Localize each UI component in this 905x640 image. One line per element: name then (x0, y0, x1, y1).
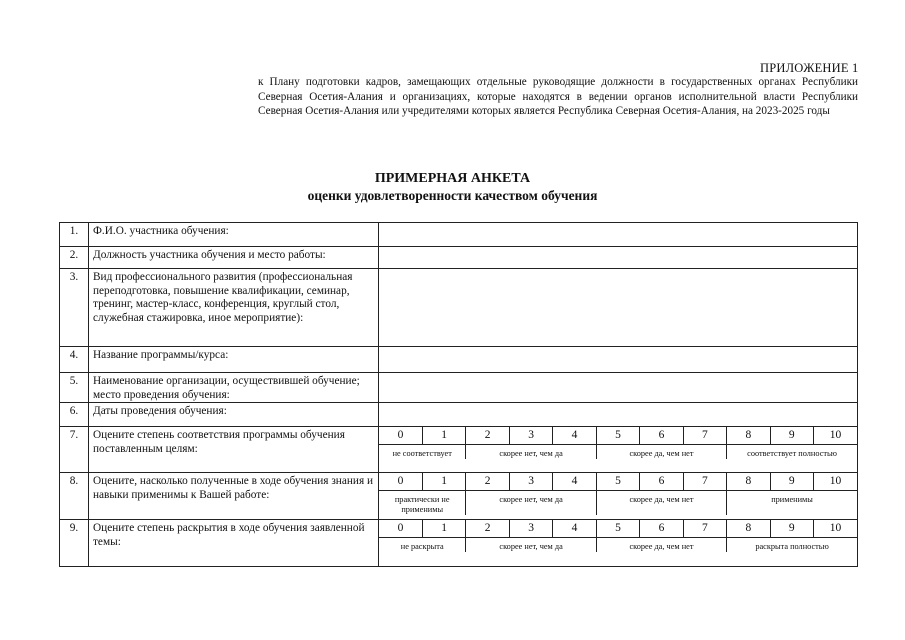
rating-option[interactable]: 0 (379, 473, 422, 491)
scale-caption: не раскрыта (379, 538, 466, 553)
row-number: 5. (60, 373, 89, 403)
scale-caption: скорее да, чем нет (596, 445, 726, 460)
row-number: 4. (60, 347, 89, 373)
questionnaire-table (59, 222, 858, 567)
scale-caption: практически не применимы (379, 491, 466, 516)
rating-option[interactable]: 0 (379, 427, 422, 445)
rating-option[interactable]: 3 (509, 520, 552, 538)
answer-field-position[interactable] (379, 247, 858, 269)
answer-field-full-name[interactable] (379, 223, 858, 247)
row-label: Должность участника обучения и место работы: (89, 247, 379, 269)
rating-row (60, 427, 858, 473)
row-label: Оцените, насколько полученные в ходе обучения знания и навыки применимы к Вашей работе: (89, 473, 379, 520)
rating-option[interactable]: 5 (596, 520, 639, 538)
answer-field-dates[interactable] (379, 403, 858, 427)
rating-option[interactable]: 2 (466, 520, 509, 538)
rating-option[interactable]: 9 (770, 520, 813, 538)
rating-option[interactable]: 4 (553, 473, 596, 491)
form-subtitle: оценки удовлетворенности качеством обучения (307, 188, 598, 203)
rating-option[interactable]: 2 (466, 427, 509, 445)
rating-option[interactable]: 10 (814, 427, 857, 445)
rating-option[interactable]: 9 (770, 473, 813, 491)
rating-option[interactable]: 9 (770, 427, 813, 445)
rating-option[interactable]: 8 (727, 520, 770, 538)
rating-option[interactable]: 10 (814, 520, 857, 538)
row-label: Наименование организации, осуществившей обучение; место проведения обучения: (89, 373, 379, 403)
rating-option[interactable]: 1 (422, 473, 465, 491)
rating-option[interactable]: 6 (640, 427, 683, 445)
row-number: 6. (60, 403, 89, 427)
rating-scale (379, 427, 858, 473)
rating-option[interactable]: 1 (422, 427, 465, 445)
rating-option[interactable]: 3 (509, 427, 552, 445)
question-row (60, 373, 858, 403)
answer-field-organization[interactable] (379, 373, 858, 403)
rating-scale (379, 520, 858, 567)
row-label: Оцените степень соответствия программы обучения поставленным целям: (89, 427, 379, 473)
rating-row (60, 520, 858, 567)
scale-caption: скорее нет, чем да (466, 491, 596, 516)
rating-option[interactable]: 5 (596, 427, 639, 445)
scale-caption: раскрыта полностью (755, 542, 829, 551)
rating-option[interactable]: 6 (640, 520, 683, 538)
rating-option[interactable]: 6 (640, 473, 683, 491)
question-row (60, 247, 858, 269)
scale-caption: скорее нет, чем да (466, 445, 596, 460)
scale-caption: применимы (771, 495, 813, 504)
rating-option[interactable]: 4 (553, 520, 596, 538)
row-label: Даты проведения обучения: (89, 403, 379, 427)
scale-caption: скорее нет, чем да (466, 538, 596, 553)
row-label: Оцените степень раскрытия в ходе обучения заявленной темы: (89, 520, 379, 567)
question-row (60, 269, 858, 347)
row-label: Ф.И.О. участника обучения: (89, 223, 379, 247)
rating-option[interactable]: 7 (683, 427, 726, 445)
rating-option[interactable]: 8 (727, 427, 770, 445)
question-row (60, 223, 858, 247)
row-number: 3. (60, 269, 89, 347)
appendix-label: ПРИЛОЖЕНИЕ 1 (760, 61, 859, 75)
scale-caption: не соответствует (379, 445, 466, 460)
row-number: 1. (60, 223, 89, 247)
row-label: Вид профессионального развития (профессиональная переподготовка, повышение квалификации, семинар, тренинг, мастер-класс, конференция, круглый стол, служебная стажировка, иное мероприятие): (89, 269, 379, 347)
rating-option[interactable]: 1 (422, 520, 465, 538)
rating-option[interactable]: 0 (379, 520, 422, 538)
row-number: 2. (60, 247, 89, 269)
scale-caption: соответствует полностью (747, 449, 837, 458)
rating-option[interactable]: 5 (596, 473, 639, 491)
rating-option[interactable]: 2 (466, 473, 509, 491)
rating-option[interactable]: 3 (509, 473, 552, 491)
form-title: ПРИМЕРНАЯ АНКЕТА (374, 171, 531, 186)
rating-option[interactable]: 8 (727, 473, 770, 491)
rating-option[interactable]: 7 (683, 473, 726, 491)
rating-scale (379, 473, 858, 520)
appendix-intro: к Плану подготовки кадров, замещающих отдельные руководящие должности в государственных органах Республики Северная Осетия-Алания и организациях, которые находятся в ведении органов исполнительной власти Республики Северная Осетия-Алания или учредителями которых является Республика Северная Осетия-Алания, на 2023-2025 годы (258, 76, 858, 118)
question-row (60, 403, 858, 427)
scale-caption: скорее да, чем нет (596, 491, 726, 516)
rating-option[interactable]: 7 (683, 520, 726, 538)
scale-caption: скорее да, чем нет (596, 538, 726, 553)
answer-field-development-type[interactable] (379, 269, 858, 347)
question-row (60, 347, 858, 373)
row-number: 7. (60, 427, 89, 473)
row-number: 8. (60, 473, 89, 520)
row-label: Название программы/курса: (89, 347, 379, 373)
rating-option[interactable]: 4 (553, 427, 596, 445)
answer-field-program[interactable] (379, 347, 858, 373)
rating-row (60, 473, 858, 520)
rating-option[interactable]: 10 (814, 473, 857, 491)
row-number: 9. (60, 520, 89, 567)
